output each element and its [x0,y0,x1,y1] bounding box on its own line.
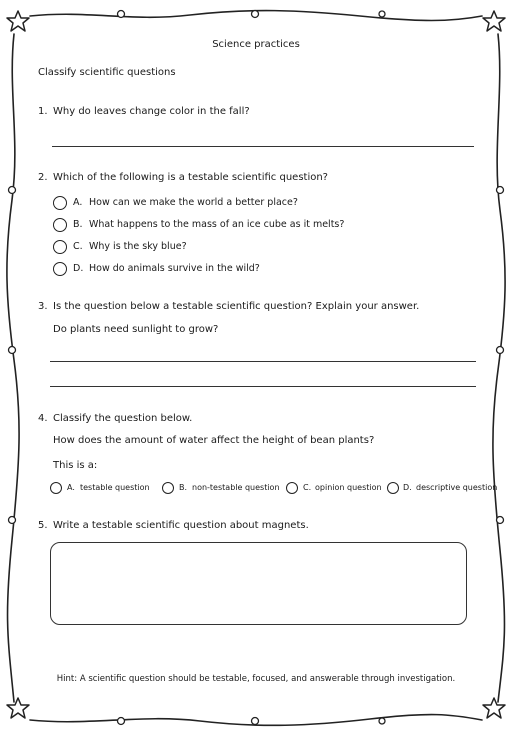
q2-option-c-letter: C. [73,241,83,252]
q5-answer-box[interactable] [50,542,467,625]
q5-text: Write a testable scientific question about magnets. [53,520,309,531]
q3-answer-line-2[interactable] [50,386,476,387]
q5-number: 5. [38,520,48,531]
q4-option-b-letter: B. [179,483,188,492]
page-title: Science practices [212,39,300,50]
q1-answer-line[interactable] [52,146,474,147]
star-icon [483,11,505,31]
q4-option-d-text: descriptive question [416,483,498,492]
q2-option-a-radio[interactable] [53,196,67,210]
q4-option-a-text: testable question [80,483,150,492]
q2-text: Which of the following is a testable scientific question? [53,172,328,183]
q4-number: 4. [38,413,48,424]
q4-lead: This is a: [53,460,98,471]
q4-text: Classify the question below. [53,413,193,424]
hint-text: Hint: A scientific question should be testable, focused, and answerable through investigation. [56,674,456,684]
q3-answer-line-1[interactable] [50,361,476,362]
q4-prompt: How does the amount of water affect the height of bean plants? [53,435,375,446]
q2-option-a-letter: A. [73,197,83,208]
q4-option-c-radio[interactable] [286,482,298,494]
star-icon [7,698,29,718]
q2-option-b-radio[interactable] [53,218,67,232]
q3-text: Is the question below a testable scientific question? Explain your answer. [53,301,420,312]
q2-option-b-text: What happens to the mass of an ice cube as it melts? [89,219,345,230]
q4-option-d-radio[interactable] [387,482,399,494]
q3-prompt: Do plants need sunlight to grow? [53,324,219,335]
q2-option-b-letter: B. [73,219,83,230]
q1-text: Why do leaves change color in the fall? [53,106,250,117]
q2-option-d-text: How do animals survive in the wild? [89,263,260,274]
q4-option-a-letter: A. [67,483,75,492]
q4-option-b-radio[interactable] [162,482,174,494]
q4-option-a-radio[interactable] [50,482,62,494]
q4-option-b-text: non-testable question [192,483,280,492]
q2-number: 2. [38,172,48,183]
q2-option-d-radio[interactable] [53,262,67,276]
q2-option-c-radio[interactable] [53,240,67,254]
q4-option-c-text: opinion question [315,483,382,492]
q4-option-d-letter: D. [403,483,412,492]
q2-option-d-letter: D. [73,263,84,274]
star-icon [483,698,505,718]
q3-number: 3. [38,301,48,312]
star-icon [7,11,29,31]
q2-option-a-text: How can we make the world a better place? [89,197,298,208]
page-subtitle: Classify scientific questions [38,67,176,78]
q2-option-c-text: Why is the sky blue? [89,241,187,252]
q4-option-c-letter: C. [303,483,312,492]
q1-number: 1. [38,106,48,117]
